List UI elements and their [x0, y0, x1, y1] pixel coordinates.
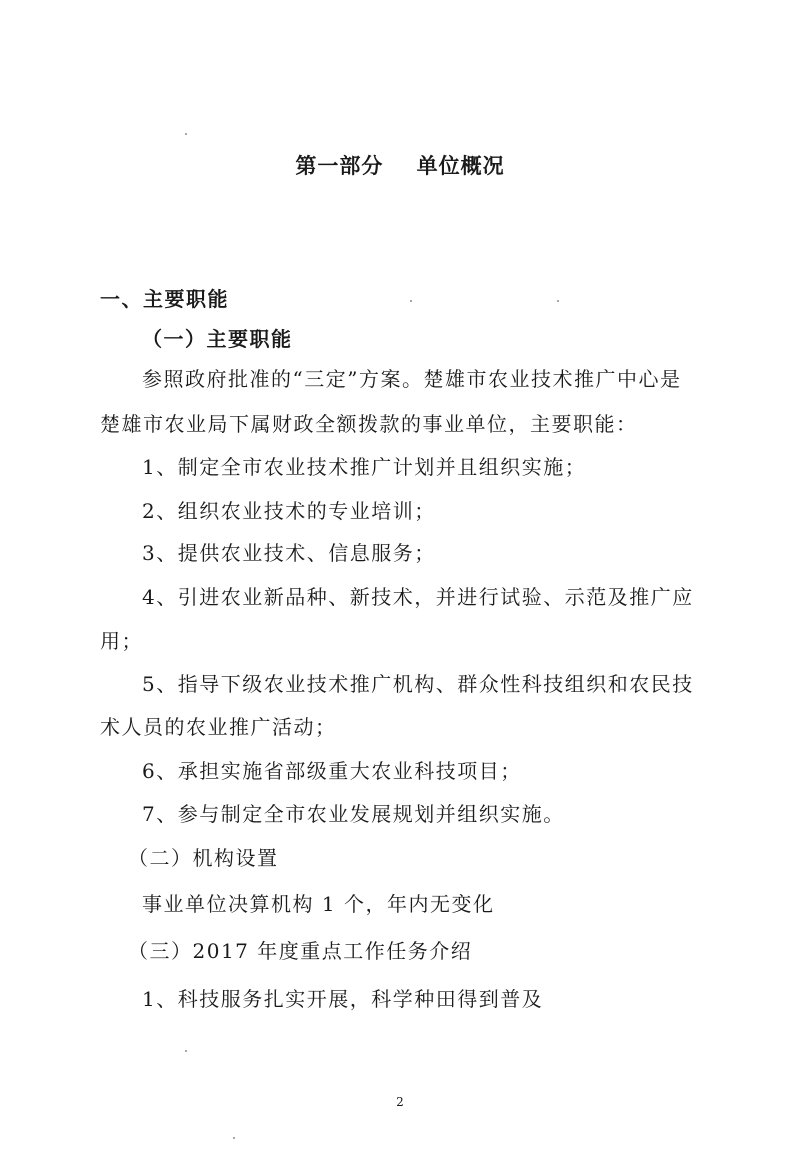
scan-speck — [233, 1137, 235, 1139]
list-item: 7、参与制定全市农业发展规划并组织实施。 — [142, 802, 565, 826]
scan-speck — [557, 300, 559, 302]
scan-speck — [185, 133, 187, 135]
paragraph-line: 楚雄市农业局下属财政全额拨款的事业单位，主要职能： — [100, 412, 638, 436]
list-item: 3、提供农业技术、信息服务； — [142, 541, 436, 565]
page-number: 2 — [396, 1095, 404, 1109]
subsection-heading: （三）2017 年度重点工作任务介绍 — [128, 939, 473, 963]
list-item-continuation: 术人员的农业推广活动； — [100, 715, 337, 739]
scan-speck — [410, 300, 412, 302]
list-item: 5、指导下级农业技术推广机构、群众性科技组织和农民技 — [142, 672, 694, 696]
paragraph-line: 1、科技服务扎实开展，科学种田得到普及 — [142, 987, 544, 1011]
page-title: 第一部分 单位概况 — [295, 153, 505, 178]
list-item: 1、制定全市农业技术推广计划并且组织实施； — [142, 455, 587, 479]
scan-speck — [185, 1050, 187, 1052]
section-heading: 一、主要职能 — [100, 287, 229, 311]
subsection-heading: （一）主要职能 — [142, 327, 293, 351]
paragraph-line: 事业单位决算机构 1 个，年内无变化 — [142, 892, 495, 916]
list-item: 6、承担实施省部级重大农业科技项目； — [142, 759, 522, 783]
list-item: 4、引进农业新品种、新技术，并进行试验、示范及推广应 — [142, 585, 694, 609]
subsection-heading: （二）机构设置 — [128, 846, 279, 870]
paragraph-line: 参照政府批准的“三定”方案。楚雄市农业技术推广中心是 — [142, 367, 682, 391]
list-item-continuation: 用； — [100, 629, 143, 653]
list-item: 2、组织农业技术的专业培训； — [142, 499, 436, 523]
